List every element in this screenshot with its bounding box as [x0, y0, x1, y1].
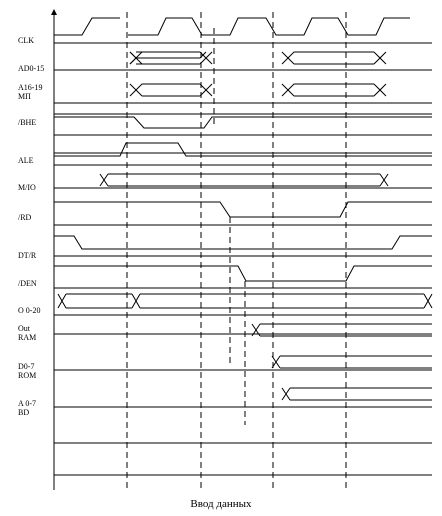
- label-rd: /RD: [18, 213, 32, 222]
- ale-waveform: [54, 143, 432, 165]
- clk-waveform: [54, 18, 432, 43]
- label-a07-bd: A 0-7 BD: [18, 399, 36, 417]
- timing-guides: [214, 28, 245, 425]
- label-mio: M/IO: [18, 183, 36, 192]
- label-den: /DEN: [18, 279, 37, 288]
- mio-waveform: [54, 174, 432, 188]
- rd-waveform: [54, 202, 432, 225]
- bhe-waveform: [54, 114, 432, 135]
- label-dtr: DT/R: [18, 251, 37, 260]
- den-waveform: [54, 266, 432, 288]
- diagram-caption: Ввод данных: [190, 498, 252, 510]
- a07-bd-waveform: [54, 388, 432, 407]
- a16-19-waveform: [54, 84, 432, 103]
- out-ram-waveform: [54, 324, 432, 336]
- ad-bus-waveform: [54, 52, 432, 70]
- dtr-waveform: [54, 236, 432, 256]
- d07-rom-waveform: [54, 356, 432, 370]
- label-ad: AD0-15: [18, 64, 45, 73]
- label-d07-rom: D0-7 ROM: [18, 362, 37, 380]
- label-a16-19: A16-19 МП: [18, 83, 43, 101]
- label-bhe: /BHE: [18, 118, 37, 127]
- label-clk: CLK: [18, 36, 34, 45]
- label-ale: ALE: [18, 156, 34, 165]
- label-o020: O 0-20: [18, 306, 41, 315]
- label-out-ram: Out RAM: [18, 324, 37, 342]
- o020-waveform: [54, 294, 432, 315]
